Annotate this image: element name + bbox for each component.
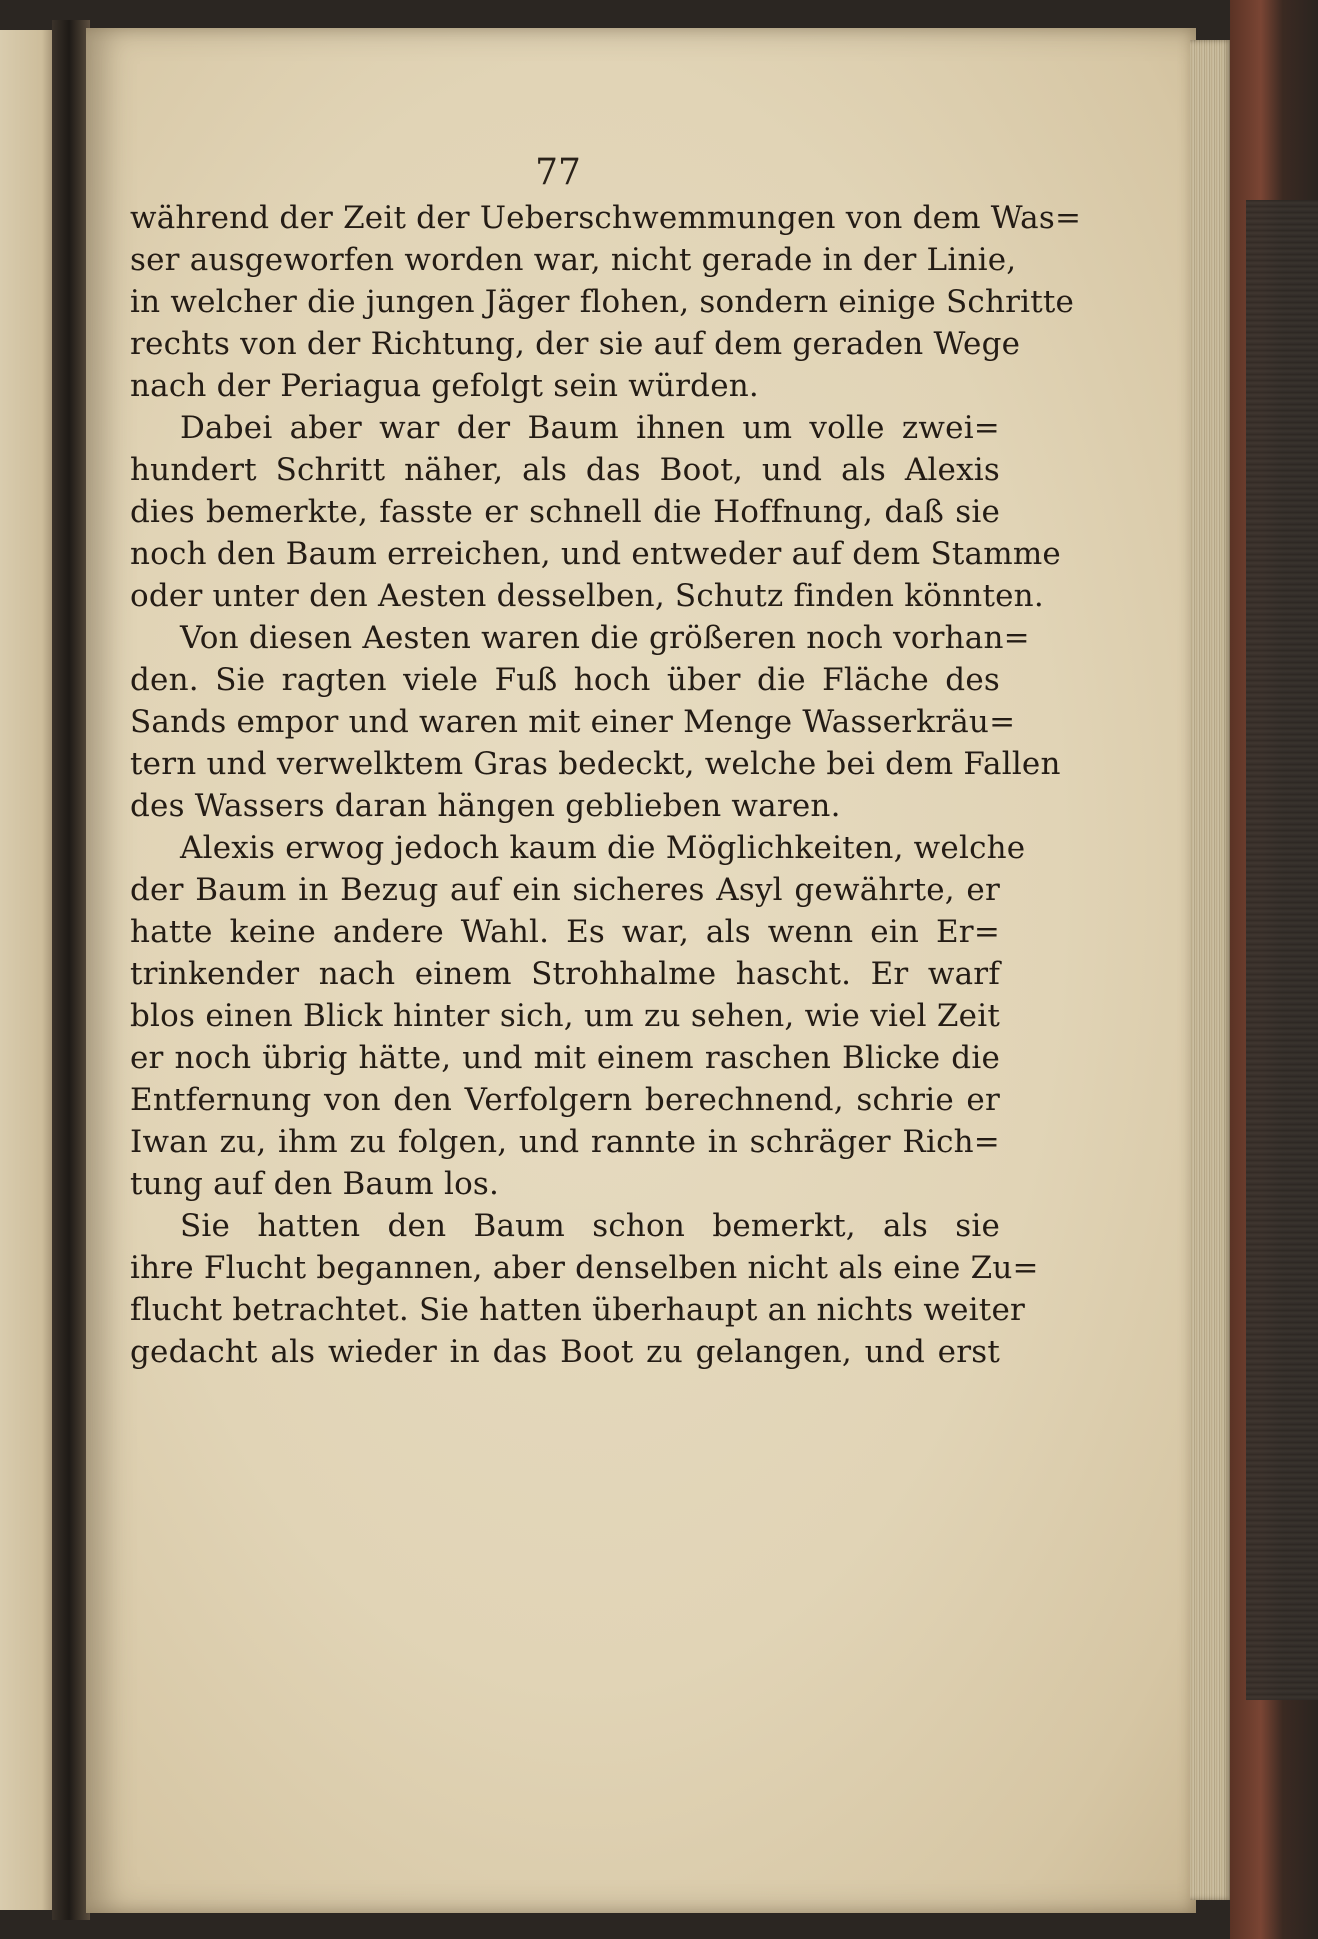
text-line: oder unter den Aesten desselben, Schutz finden könnten. [130,578,1044,614]
page-number: 77 [535,152,581,193]
text-line: Alexis erwog jedoch kaum die Möglichkeiten, welche [180,830,1026,866]
text-line: des Wassers daran hängen geblieben waren. [130,788,841,824]
text-line: hatte keine andere Wahl. Es war, als wenn ein Er= [130,914,1000,950]
text-line: rechts von der Richtung, der sie auf dem geraden Wege [130,326,1021,362]
text-line: ser ausgeworfen worden war, nicht gerade in der Linie, [130,242,1017,278]
text-line: tern und verwelktem Gras bedeckt, welche bei dem Fallen [130,746,1061,782]
text-line: trinkender nach einem Strohhalme hascht. Er warf [130,956,1000,992]
text-line: den. Sie ragten viele Fuß hoch über die Fläche des [130,662,1000,698]
text-line: blos einen Blick hinter sich, um zu sehen, wie viel Zeit [130,998,1000,1034]
text-line: Sie hatten den Baum schon bemerkt, als sie [180,1208,1000,1244]
text-line: ihre Flucht begannen, aber denselben nicht als eine Zu= [130,1250,1039,1286]
text-line: in welcher die jungen Jäger flohen, sondern einige Schritte [130,284,1075,320]
book-gutter [52,20,90,1920]
text-line: flucht betrachtet. Sie hatten überhaupt an nichts weiter [130,1292,1026,1328]
text-line: Dabei aber war der Baum ihnen um volle zwei= [180,410,1000,446]
text-line: während der Zeit der Ueberschwemmungen von dem Was= [130,200,1082,236]
text-line: hundert Schritt näher, als das Boot, und als Alexis [130,452,1000,488]
page-block-edges [1190,40,1232,1900]
text-line: Iwan zu, ihm zu folgen, und rannte in schräger Rich= [130,1124,1000,1160]
text-line: noch den Baum erreichen, und entweder auf dem Stamme [130,536,1061,572]
text-line: Entfernung von den Verfolgern berechnend, schrie er [130,1082,1000,1118]
text-line: Von diesen Aesten waren die größeren noch vorhan= [180,620,1030,656]
text-line: der Baum in Bezug auf ein sicheres Asyl gewährte, er [130,872,1000,908]
facing-page-edge [0,30,60,1910]
text-line: er noch übrig hätte, und mit einem raschen Blicke die [130,1040,1000,1076]
text-line: gedacht als wieder in das Boot zu gelangen, und erst [130,1334,1000,1370]
text-line: Sands empor und waren mit einer Menge Wasserkräu= [130,704,1016,740]
text-line: dies bemerkte, fasste er schnell die Hoffnung, daß sie [130,494,1000,530]
text-line: tung auf den Baum los. [130,1166,500,1202]
text-line: nach der Periagua gefolgt sein würden. [130,368,759,404]
cover-cloth [1246,200,1318,1700]
